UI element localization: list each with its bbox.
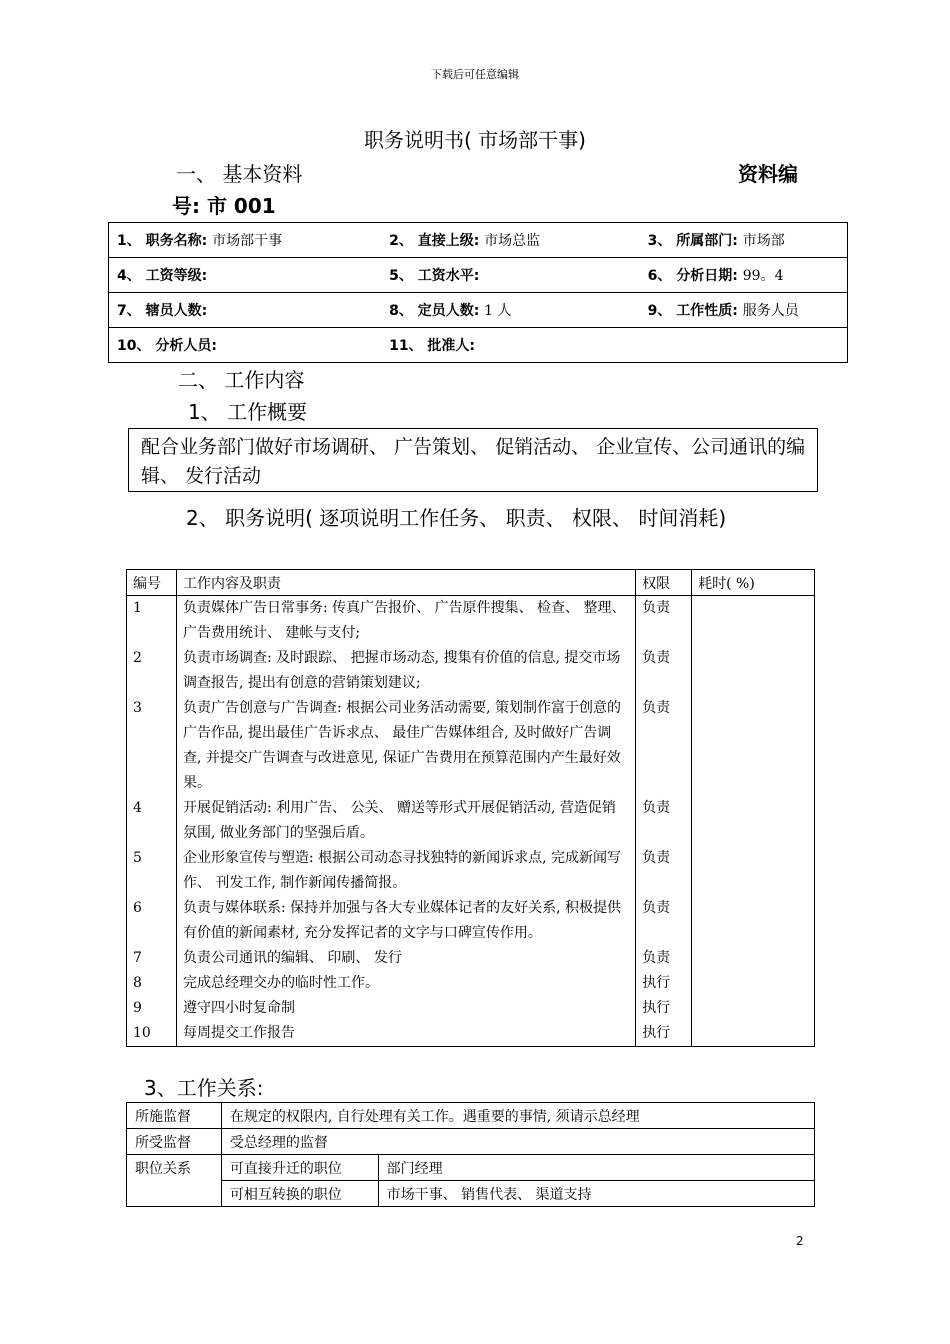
section-relations-heading: 3、工作关系:	[144, 1076, 264, 1100]
basic-info-key: 4、 工资等级:	[117, 268, 208, 284]
basic-info-key: 7、 辖员人数:	[117, 303, 208, 319]
work-overview-box: 配合业务部门做好市场调研、 广告策划、 促销活动、 企业宣传、公司通讯的编辑、 发行活动	[128, 428, 818, 492]
duty-number: 3	[127, 696, 177, 796]
duty-number: 1	[127, 596, 177, 647]
transfer-value: 市场干事、 销售代表、 渠道支持	[378, 1181, 814, 1207]
duty-authority: 负责	[636, 596, 692, 647]
table-row	[127, 646, 815, 696]
duty-authority: 负责	[636, 796, 692, 846]
supervised-label: 所受监督	[127, 1129, 222, 1155]
duty-description: 负责与媒体联系: 保持并加强与各大专业媒体记者的友好关系, 积极提供有价值的新闻素材, 充分发挥记者的文字与口碑宣传作用。	[176, 896, 635, 946]
duty-time	[692, 796, 815, 846]
duty-time	[692, 996, 815, 1021]
basic-info-row	[109, 258, 848, 293]
basic-info-row	[109, 293, 848, 328]
duty-time	[692, 696, 815, 796]
supervise-label: 所施监督	[127, 1103, 222, 1129]
basic-info-row	[109, 328, 848, 363]
work-overview-heading: 1、 工作概要	[188, 400, 308, 424]
duty-time	[692, 946, 815, 971]
basic-info-value: 1 人	[484, 303, 512, 319]
basic-info-value: 市场总监	[484, 233, 541, 249]
basic-info-key: 3、 所属部门:	[647, 233, 743, 249]
basic-info-table	[108, 222, 848, 363]
promote-label: 可直接升迁的职位	[221, 1155, 378, 1181]
table-row	[127, 846, 815, 896]
table-row	[127, 696, 815, 796]
header-note: 下载后可任意编辑	[431, 68, 519, 81]
table-row	[127, 971, 815, 996]
basic-info-cell	[640, 293, 848, 328]
duty-time	[692, 1021, 815, 1047]
duty-authority: 负责	[636, 696, 692, 796]
supervised-text: 受总经理的监督	[221, 1129, 814, 1155]
table-row	[127, 596, 815, 647]
basic-info-key: 6、 分析日期:	[647, 268, 743, 284]
record-number-label: 资料编	[738, 162, 798, 186]
table-row	[127, 1021, 815, 1047]
duty-description: 负责广告创意与广告调查: 根据公司业务活动需要, 策划制作富于创意的广告作品, 提出最佳广告诉求点、 最佳广告媒体组合, 及时做好广告调查, 并提交广告调查与改进意见, 保证广告费用在预算范围内产生最好效果。	[176, 696, 635, 796]
promote-value: 部门经理	[378, 1155, 814, 1181]
duty-time	[692, 596, 815, 647]
duty-description: 负责市场调查: 及时跟踪、 把握市场动态, 搜集有价值的信息, 提交市场调查报告, 提出有创意的营销策划建议;	[176, 646, 635, 696]
duty-time	[692, 846, 815, 896]
duty-number: 10	[127, 1021, 177, 1047]
section-basic-info-heading: 一、 基本资料	[176, 162, 303, 186]
basic-info-value: 99。4	[742, 268, 784, 284]
basic-info-key: 1、 职务名称:	[117, 233, 213, 249]
duty-authority: 执行	[636, 996, 692, 1021]
col-header-time: 耗时( %)	[692, 570, 815, 596]
basic-info-cell	[640, 328, 848, 363]
duty-number: 4	[127, 796, 177, 846]
basic-info-key: 8、 定员人数:	[389, 303, 485, 319]
basic-info-key: 11、 批准人:	[389, 338, 476, 354]
basic-info-cell	[640, 223, 848, 258]
duty-description: 开展促销活动: 利用广告、 公关、 赠送等形式开展促销活动, 营造促销氛围, 做业务部门的坚强后盾。	[176, 796, 635, 846]
basic-info-cell	[109, 258, 382, 293]
duty-authority: 执行	[636, 1021, 692, 1047]
basic-info-key: 10、 分析人员:	[117, 338, 217, 354]
table-row	[127, 896, 815, 946]
basic-info-cell	[381, 293, 640, 328]
basic-info-cell	[381, 223, 640, 258]
col-header-content: 工作内容及职责	[176, 570, 635, 596]
duty-authority: 负责	[636, 896, 692, 946]
basic-info-cell	[109, 223, 382, 258]
duty-number: 9	[127, 996, 177, 1021]
table-row	[127, 946, 815, 971]
page-title: 职务说明书( 市场部干事)	[364, 128, 586, 152]
duties-table	[126, 569, 815, 1047]
table-row	[127, 796, 815, 846]
duty-description: 完成总经理交办的临时性工作。	[176, 971, 635, 996]
duty-description: 负责媒体广告日常事务: 传真广告报价、 广告原件搜集、 检查、 整理、 广告费用统计、 建帐与支付;	[176, 596, 635, 647]
duty-number: 5	[127, 846, 177, 896]
duty-number: 7	[127, 946, 177, 971]
basic-info-value: 市场部干事	[212, 233, 283, 249]
duty-description: 遵守四小时复命制	[176, 996, 635, 1021]
basic-info-value: 市场部	[742, 233, 785, 249]
duty-time	[692, 971, 815, 996]
duty-authority: 负责	[636, 646, 692, 696]
basic-info-key: 2、 直接上级:	[389, 233, 485, 249]
section-work-content-heading: 二、 工作内容	[178, 368, 305, 392]
relations-table	[126, 1102, 815, 1207]
basic-info-cell	[640, 258, 848, 293]
basic-info-cell	[381, 328, 640, 363]
record-number-value: 号: 市 001	[172, 194, 276, 218]
position-relations-label: 职位关系	[127, 1155, 222, 1207]
transfer-label: 可相互转换的职位	[221, 1181, 378, 1207]
table-row	[127, 996, 815, 1021]
duty-authority: 执行	[636, 971, 692, 996]
supervise-text: 在规定的权限内, 自行处理有关工作。遇重要的事情, 须请示总经理	[221, 1103, 814, 1129]
duty-authority: 负责	[636, 846, 692, 896]
page-number: 2	[796, 1234, 804, 1248]
duty-description: 负责公司通讯的编辑、 印刷、 发行	[176, 946, 635, 971]
duty-authority: 负责	[636, 946, 692, 971]
duty-number: 2	[127, 646, 177, 696]
col-header-authority: 权限	[636, 570, 692, 596]
basic-info-row	[109, 223, 848, 258]
basic-info-value: 服务人员	[742, 303, 799, 319]
duties-heading: 2、 职务说明( 逐项说明工作任务、 职责、 权限、 时间消耗)	[186, 506, 727, 530]
basic-info-cell	[381, 258, 640, 293]
col-header-number: 编号	[127, 570, 177, 596]
basic-info-cell	[109, 328, 382, 363]
duty-time	[692, 646, 815, 696]
duty-number: 6	[127, 896, 177, 946]
duty-description: 每周提交工作报告	[176, 1021, 635, 1047]
basic-info-cell	[109, 293, 382, 328]
basic-info-key: 5、 工资水平:	[389, 268, 480, 284]
duty-description: 企业形象宣传与塑造: 根据公司动态寻找独特的新闻诉求点, 完成新闻写作、 刊发工作, 制作新闻传播简报。	[176, 846, 635, 896]
duty-time	[692, 896, 815, 946]
duty-number: 8	[127, 971, 177, 996]
basic-info-key: 9、 工作性质:	[647, 303, 743, 319]
